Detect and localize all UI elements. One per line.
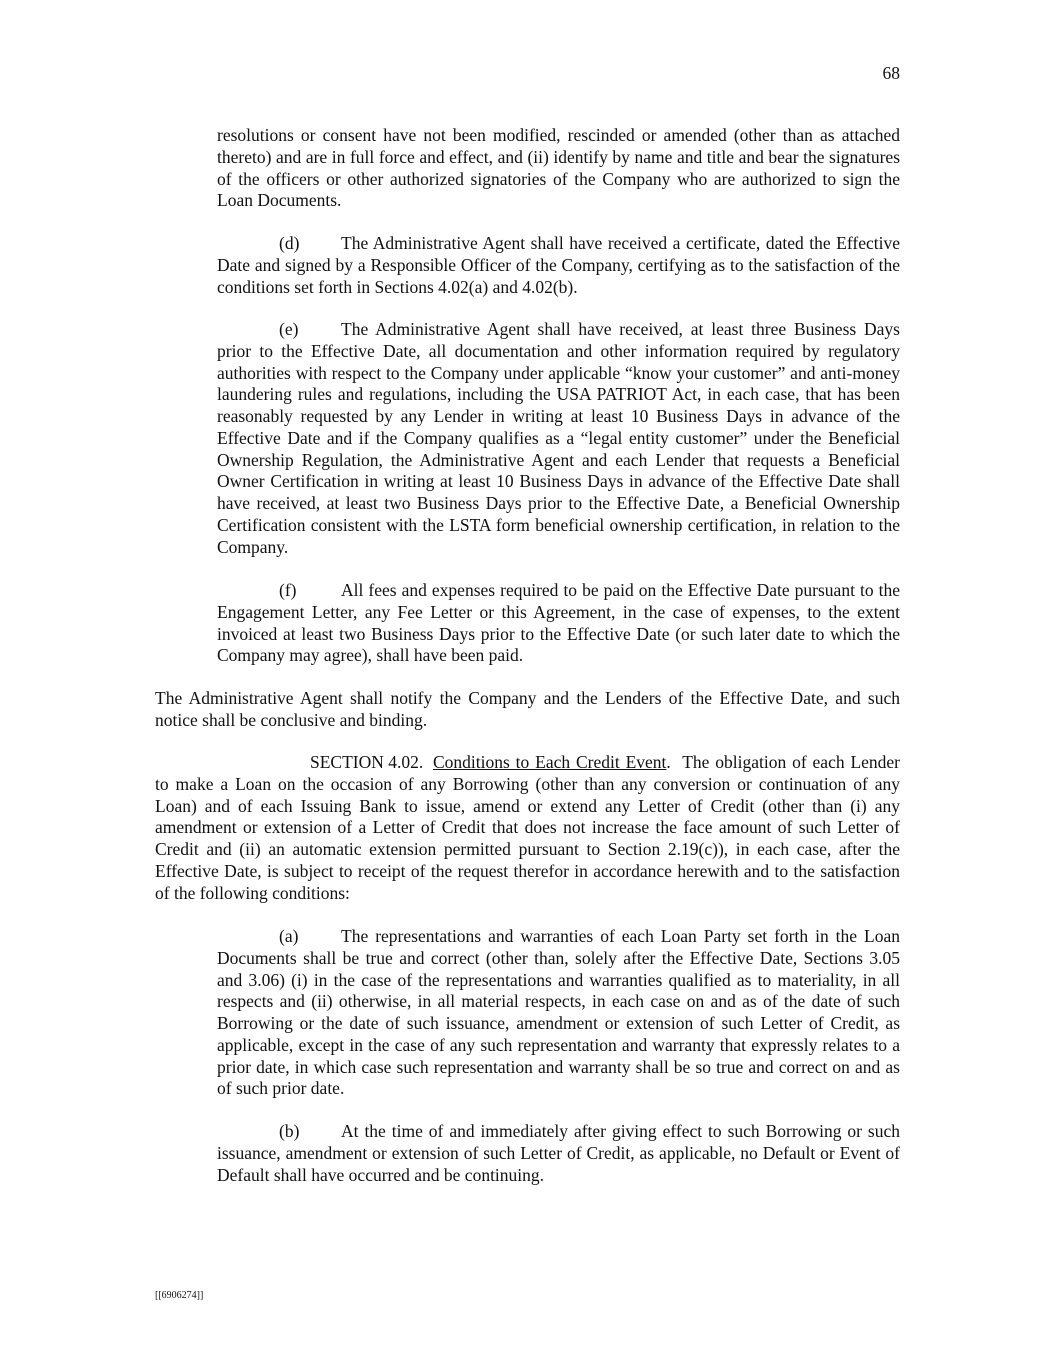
paragraph-d-text: The Administrative Agent shall have received a certificate, dated the Effective Date and signed by a Responsible Officer of the Company, certifying as to the satisfaction of the conditions set forth in Sections 4.02(a) and 4.02(b). xyxy=(217,233,900,297)
paragraph-a-text: The representations and warranties of each Loan Party set forth in the Loan Documents shall be true and correct (other than, solely after the Effective Date, Sections 3.05 and 3.06) (i) in the case of the representations and warranties qualified as to materiality, in all respects and (ii) otherwise, in all material respects, in each case on and as of the date of such Borrowing or the date of such issuance, amendment or extension of such Letter of Credit, as applicable, except in the case of any such representation and warranty that expressly relates to a prior date, in which case such representation and warranty shall be so true and correct on and as of such prior date. xyxy=(217,926,900,1099)
paragraph-e-text: The Administrative Agent shall have received, at least three Business Days prior to the Effective Date, all documentation and other information required by regulatory authorities with respect to the Company under applicable “know your customer” and anti-money laundering rules and regulations, including the USA PATRIOT Act, in each case, that has been reasonably requested by any Lender in writing at least 10 Business Days in advance of the Effective Date and if the Company qualifies as a “legal entity customer” under the Beneficial Ownership Regulation, the Administrative Agent and each Lender that requests a Beneficial Owner Certification in writing at least 10 Business Days in advance of the Effective Date shall have received, at least two Business Days prior to the Effective Date, a Beneficial Ownership Certification consistent with the LSTA form beneficial ownership certification, in relation to the Company. xyxy=(217,319,900,557)
paragraph-b-text: At the time of and immediately after giving effect to such Borrowing or such issuance, amendment or extension of such Letter of Credit, as applicable, no Default or Event of Default shall have occurred and be continuing. xyxy=(217,1121,900,1185)
section-title: Conditions to Each Credit Event xyxy=(433,752,667,772)
paragraph-d-label: (d) xyxy=(279,233,300,253)
document-id-footer: [[6906274]] xyxy=(155,1290,204,1301)
paragraph-a xyxy=(217,926,900,1100)
paragraph-f-label: (f) xyxy=(279,580,297,600)
continuation-paragraph: resolutions or consent have not been modified, rescinded or amended (other than as attached thereto) and are in full force and effect, and (ii) identify by name and title and bear the signatures of the officers or other authorized signatories of the Company who are authorized to sign the Loan Documents. xyxy=(217,125,900,211)
paragraph-b-label: (b) xyxy=(279,1121,300,1141)
section-4-02 xyxy=(155,752,900,904)
section-text: The obligation of each Lender to make a Loan on the occasion of any Borrowing (other than any conversion or continuation of any Loan) and of each Issuing Bank to issue, amend or extend any Letter of Credit (other than (i) any amendment or extension of a Letter of Credit that does not increase the face amount of such Letter of Credit and (ii) an automatic extension permitted pursuant to Section 2.19(c)), in each case, after the Effective Date, is subject to receipt of the request therefor in accordance herewith and to the satisfaction of the following conditions: xyxy=(155,752,901,903)
paragraph-e xyxy=(217,319,900,558)
page-number: 68 xyxy=(882,63,900,83)
effective-date-notice: The Administrative Agent shall notify the Company and the Lenders of the Effective Date, and such notice shall be conclusive and binding. xyxy=(155,688,900,730)
section-number: SECTION 4.02. xyxy=(310,752,424,772)
paragraph-f xyxy=(217,580,900,667)
section-title-period: . xyxy=(666,752,671,772)
paragraph-e-label: (e) xyxy=(279,319,299,339)
paragraph-b xyxy=(217,1121,900,1186)
paragraph-f-text: All fees and expenses required to be paid on the Effective Date pursuant to the Engagement Letter, any Fee Letter or this Agreement, in the case of expenses, to the extent invoiced at least two Business Days prior to the Effective Date (or such later date to which the Company may agree), shall have been paid. xyxy=(217,580,900,666)
paragraph-d xyxy=(217,233,900,298)
paragraph-a-label: (a) xyxy=(279,926,299,946)
